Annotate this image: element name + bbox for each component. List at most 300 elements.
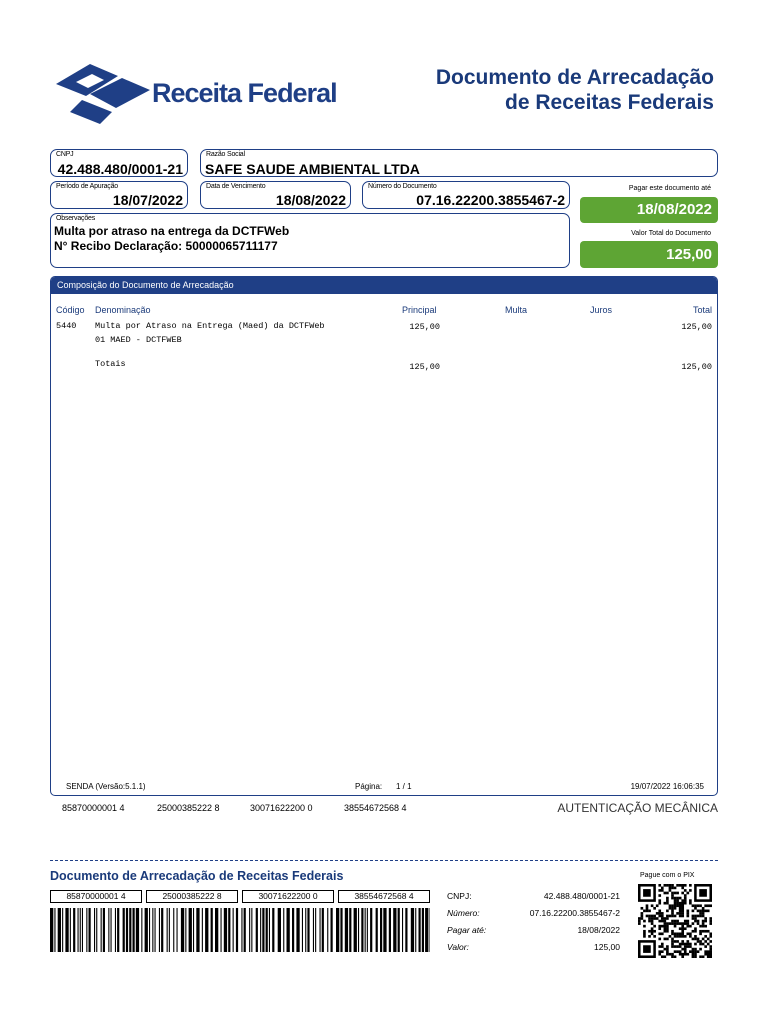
- qr-module: [702, 930, 705, 933]
- qr-module: [681, 955, 684, 958]
- qr-finder-inner: [699, 889, 707, 897]
- qr-module: [709, 945, 712, 948]
- qr-module: [699, 943, 702, 946]
- qr-module: [709, 940, 712, 943]
- barcode-bar: [152, 908, 153, 952]
- qr-module: [681, 940, 684, 943]
- qr-module: [681, 904, 684, 907]
- slip-cnpj-value: 42.488.480/0001-21: [543, 891, 620, 901]
- barcode-bar: [380, 908, 382, 952]
- qr-module: [658, 938, 661, 941]
- barcode-bar: [54, 908, 55, 952]
- qr-module: [661, 917, 664, 920]
- qr-module: [704, 930, 707, 933]
- qr-module: [669, 922, 672, 925]
- qr-module: [664, 927, 667, 930]
- qr-module: [694, 930, 697, 933]
- qr-module: [671, 953, 674, 956]
- periodo-value: 18/07/2022: [112, 192, 183, 208]
- qr-module: [653, 925, 656, 928]
- qr-module: [661, 887, 664, 890]
- qr-module: [674, 955, 677, 958]
- slip-valor-label: Valor:: [447, 942, 469, 952]
- barcode-bar: [80, 908, 81, 952]
- qr-module: [684, 922, 687, 925]
- qr-module: [697, 950, 700, 953]
- qr-module: [694, 907, 697, 910]
- header-codigo: Código: [56, 305, 85, 315]
- qr-module: [679, 884, 682, 887]
- qr-module: [669, 889, 672, 892]
- barcode-bar: [177, 908, 178, 952]
- barcode-bar: [236, 908, 238, 952]
- qr-module: [697, 920, 700, 923]
- qr-module: [664, 902, 667, 905]
- barcode-bar: [65, 908, 68, 952]
- vencimento-box: [200, 181, 351, 209]
- barcode-bar: [244, 908, 246, 952]
- header-multa: Multa: [505, 305, 528, 315]
- qr-module: [686, 892, 689, 895]
- periodo-box: [50, 181, 188, 209]
- qr-module: [664, 925, 667, 928]
- qr-module: [671, 920, 674, 923]
- header-total: Total: [692, 305, 712, 315]
- qr-module: [676, 902, 679, 905]
- qr-module: [704, 925, 707, 928]
- barcode-bar: [302, 908, 303, 952]
- barcode-bar: [89, 908, 91, 952]
- qr-module: [681, 922, 684, 925]
- barcode-bar: [58, 908, 61, 952]
- qr-module: [648, 920, 651, 923]
- qr-module: [702, 955, 705, 958]
- qr-module: [661, 925, 664, 928]
- qr-module: [684, 953, 687, 956]
- qr-module: [661, 920, 664, 923]
- qr-module: [699, 940, 702, 943]
- qr-module: [702, 943, 705, 946]
- qr-module: [646, 915, 649, 918]
- slip-valor-value: 125,00: [594, 942, 620, 952]
- barcode-bar: [211, 908, 213, 952]
- qr-module: [692, 915, 695, 918]
- barcode-bar: [398, 908, 400, 952]
- qr-module: [666, 915, 669, 918]
- qr-module: [666, 897, 669, 900]
- qr-module: [709, 917, 712, 920]
- totais-principal: 125,00: [409, 362, 440, 372]
- qr-module: [661, 945, 664, 948]
- qr-module: [686, 945, 689, 948]
- qr-module: [666, 948, 669, 951]
- barcode-bar: [62, 908, 63, 952]
- cnpj-value: 42.488.480/0001-21: [57, 161, 183, 177]
- qr-module: [651, 920, 654, 923]
- observacoes-line1: Multa por atraso na entrega da DCTFWeb: [54, 224, 290, 238]
- composicao-title: Composição do Documento de Arrecadação: [57, 280, 234, 290]
- qr-module: [674, 945, 677, 948]
- slip-cnpj-label: CNPJ:: [447, 891, 472, 901]
- qr-module: [643, 930, 646, 933]
- qr-module: [709, 920, 712, 923]
- qr-module: [671, 894, 674, 897]
- numero-value: 07.16.22200.3855467-2: [416, 192, 565, 208]
- qr-module: [658, 902, 661, 905]
- barcode-bar: [117, 908, 119, 952]
- qr-module: [681, 902, 684, 905]
- barcode-bar: [82, 908, 83, 952]
- qr-module: [669, 884, 672, 887]
- barcode-bar: [365, 908, 366, 952]
- barcode-bar: [145, 908, 148, 952]
- qr-module: [658, 953, 661, 956]
- barcode-bar: [313, 908, 314, 952]
- qr-module: [661, 955, 664, 958]
- qr-module: [666, 938, 669, 941]
- qr-module: [692, 922, 695, 925]
- qr-module: [674, 887, 677, 890]
- qr-module: [638, 922, 641, 925]
- linha-digitavel-2: 25000385222 8: [157, 803, 220, 813]
- qr-module: [681, 927, 684, 930]
- qr-module: [684, 920, 687, 923]
- qr-module: [671, 915, 674, 918]
- qr-module: [676, 950, 679, 953]
- qr-module: [666, 899, 669, 902]
- barcode-bar: [86, 908, 87, 952]
- qr-module: [694, 917, 697, 920]
- qr-module: [681, 953, 684, 956]
- observacoes-label: Observações: [56, 215, 96, 222]
- qr-module: [707, 950, 710, 953]
- barcode-bar: [70, 908, 71, 952]
- barcode-bar: [430, 908, 431, 952]
- qr-module: [674, 925, 677, 928]
- qr-module: [707, 953, 710, 956]
- qr-module: [681, 932, 684, 935]
- barcode-bar: [361, 908, 363, 952]
- qr-finder-inner: [643, 945, 651, 953]
- qr-module: [671, 932, 674, 935]
- qr-module: [653, 907, 656, 910]
- qr-module: [707, 904, 710, 907]
- qr-module: [692, 910, 695, 913]
- qr-module: [658, 899, 661, 902]
- qr-module: [704, 917, 707, 920]
- barcode-bar: [256, 908, 258, 952]
- qr-module: [681, 899, 684, 902]
- barcode-bar: [115, 908, 116, 952]
- qr-module: [709, 932, 712, 935]
- qr-module: [648, 917, 651, 920]
- qr-module: [704, 910, 707, 913]
- qr-module: [669, 915, 672, 918]
- row-principal: 125,00: [409, 322, 440, 332]
- qr-module: [681, 912, 684, 915]
- qr-module: [658, 910, 661, 913]
- barcode-bar: [402, 908, 403, 952]
- qr-module: [669, 953, 672, 956]
- barcode-bar: [169, 908, 170, 952]
- barcode-bar: [73, 908, 75, 952]
- qr-module: [658, 950, 661, 953]
- pagar-ate-value: 18/08/2022: [580, 197, 718, 223]
- qr-module: [666, 917, 669, 920]
- qr-module: [699, 955, 702, 958]
- barcode-bar: [101, 908, 102, 952]
- qr-module: [664, 922, 667, 925]
- qr-module: [709, 904, 712, 907]
- qr-module: [704, 940, 707, 943]
- barcode-bar: [305, 908, 306, 952]
- qr-module: [709, 955, 712, 958]
- qr-module: [674, 915, 677, 918]
- slip-numero-value: 07.16.22200.3855467-2: [529, 908, 620, 918]
- qr-finder-inner: [643, 889, 651, 897]
- barcode-bar: [224, 908, 227, 952]
- barcode-bar: [415, 908, 416, 952]
- row-codigo: 5440: [56, 321, 77, 331]
- qr-module: [681, 892, 684, 895]
- qr-module: [641, 915, 644, 918]
- barcode-bar: [159, 908, 160, 952]
- qr-module: [692, 938, 695, 941]
- senda-version: SENDA (Versão:5.1.1): [66, 782, 146, 791]
- barcode-bar: [358, 908, 359, 952]
- barcode-bar: [126, 908, 128, 952]
- qr-module: [671, 930, 674, 933]
- qr-module: [661, 915, 664, 918]
- qr-module: [674, 904, 677, 907]
- qr-module: [676, 899, 679, 902]
- qr-module: [648, 935, 651, 938]
- qr-module: [681, 948, 684, 951]
- qr-module: [674, 907, 677, 910]
- barcode-bar: [393, 908, 396, 952]
- qr-module: [679, 902, 682, 905]
- qr-module: [689, 945, 692, 948]
- vencimento-label: Data de Vencimento: [206, 183, 266, 190]
- linha-digitavel-4: 38554672568 4: [344, 803, 407, 813]
- qr-module: [686, 915, 689, 918]
- qr-module: [666, 927, 669, 930]
- composicao-panel: [50, 276, 718, 796]
- barcode-bar: [354, 908, 357, 952]
- qr-module: [671, 910, 674, 913]
- vencimento-value: 18/08/2022: [275, 192, 346, 208]
- qr-module: [686, 932, 689, 935]
- barcode-bar: [141, 908, 142, 952]
- qr-module: [669, 904, 672, 907]
- qr-module: [704, 953, 707, 956]
- qr-module: [684, 897, 687, 900]
- barcode: [50, 908, 430, 952]
- qr-module: [686, 920, 689, 923]
- qr-module: [702, 912, 705, 915]
- qr-module: [671, 912, 674, 915]
- razao-social-value: SAFE SAUDE AMBIENTAL LTDA: [205, 161, 420, 177]
- periodo-label: Período de Apuração: [56, 183, 118, 190]
- barcode-bar: [111, 908, 112, 952]
- valor-total-label: Valor Total do Documento: [631, 230, 711, 237]
- qr-module: [704, 904, 707, 907]
- qr-module: [709, 950, 712, 953]
- qr-module: [671, 940, 674, 943]
- observacoes-box: [50, 213, 570, 268]
- linha-digitavel-1: 85870000001 4: [62, 803, 125, 813]
- qr-module: [674, 899, 677, 902]
- qr-module: [671, 884, 674, 887]
- qr-module: [702, 922, 705, 925]
- qr-module: [702, 907, 705, 910]
- barcode-bar: [307, 908, 309, 952]
- qr-module: [689, 932, 692, 935]
- qr-module: [679, 945, 682, 948]
- pagar-ate-label: Pagar este documento até: [628, 185, 711, 192]
- qr-module: [689, 950, 692, 953]
- qr-module: [704, 920, 707, 923]
- header-denominacao: Denominação: [95, 305, 151, 315]
- barcode-bar: [425, 908, 428, 952]
- qr-module: [676, 892, 679, 895]
- numero-label: Número do Documento: [368, 183, 437, 190]
- barcode-bar: [155, 908, 156, 952]
- barcode-bar: [405, 908, 407, 952]
- qr-module: [694, 935, 697, 938]
- qr-module: [689, 943, 692, 946]
- qr-module: [653, 935, 656, 938]
- qr-module: [666, 902, 669, 905]
- qr-module: [681, 910, 684, 913]
- qr-module: [661, 950, 664, 953]
- autenticacao-mecanica: AUTENTICAÇÃO MECÂNICA: [557, 801, 718, 815]
- qr-module: [692, 904, 695, 907]
- qr-module: [656, 917, 659, 920]
- barcode-bar: [376, 908, 378, 952]
- qr-module: [709, 935, 712, 938]
- numero-box: [362, 181, 570, 209]
- pagina-value: 1 / 1: [396, 782, 412, 791]
- barcode-bar: [269, 908, 270, 952]
- barcode-bar: [94, 908, 95, 952]
- qr-module: [684, 945, 687, 948]
- qr-module: [702, 920, 705, 923]
- qr-module: [697, 938, 700, 941]
- qr-module: [676, 912, 679, 915]
- barcode-bar: [149, 908, 150, 952]
- barcode-bar: [389, 908, 391, 952]
- qr-module: [681, 943, 684, 946]
- observacoes-line2: N° Recibo Declaração: 50000065711177: [54, 239, 278, 253]
- barcode-bar: [422, 908, 424, 952]
- qr-module: [664, 917, 667, 920]
- qr-module: [653, 917, 656, 920]
- qr-module: [669, 935, 672, 938]
- qr-module: [671, 907, 674, 910]
- qr-module: [664, 920, 667, 923]
- barcode-bar: [221, 908, 222, 952]
- qr-module: [686, 943, 689, 946]
- qr-module: [689, 935, 692, 938]
- qr-module: [646, 907, 649, 910]
- qr-module: [664, 930, 667, 933]
- pix-qr-code: [638, 884, 712, 958]
- qr-module: [666, 953, 669, 956]
- qr-module: [671, 955, 674, 958]
- qr-module: [653, 930, 656, 933]
- qr-module: [676, 920, 679, 923]
- barcode-bar: [340, 908, 342, 952]
- qr-module: [646, 904, 649, 907]
- qr-module: [666, 892, 669, 895]
- qr-module: [653, 915, 656, 918]
- qr-module: [684, 948, 687, 951]
- qr-module: [674, 935, 677, 938]
- row-total: 125,00: [681, 322, 712, 332]
- qr-module: [658, 945, 661, 948]
- qr-module: [669, 887, 672, 890]
- qr-module: [694, 938, 697, 941]
- receita-federal-logo: [52, 62, 152, 124]
- qr-module: [707, 910, 710, 913]
- barcode-bar: [96, 908, 97, 952]
- qr-module: [664, 938, 667, 941]
- qr-module: [699, 948, 702, 951]
- barcode-bar: [419, 908, 421, 952]
- qr-module: [679, 922, 682, 925]
- qr-module: [671, 945, 674, 948]
- document-title-line1: Documento de Arrecadação: [435, 66, 714, 89]
- barcode-bar: [287, 908, 290, 952]
- qr-module: [671, 943, 674, 946]
- qr-module: [666, 910, 669, 913]
- qr-module: [702, 925, 705, 928]
- barcode-bar: [196, 908, 199, 952]
- qr-module: [684, 943, 687, 946]
- qr-module: [648, 910, 651, 913]
- qr-module: [697, 940, 700, 943]
- qr-module: [689, 925, 692, 928]
- qr-module: [697, 904, 700, 907]
- barcode-bar: [136, 908, 139, 952]
- qr-module: [658, 932, 661, 935]
- totais-label: Totais: [95, 359, 126, 369]
- qr-module: [658, 889, 661, 892]
- qr-module: [686, 953, 689, 956]
- barcode-bar: [266, 908, 268, 952]
- qr-module: [686, 912, 689, 915]
- qr-module: [676, 935, 679, 938]
- qr-module: [674, 922, 677, 925]
- qr-module: [694, 915, 697, 918]
- qr-module: [707, 943, 710, 946]
- qr-module: [692, 950, 695, 953]
- qr-module: [666, 922, 669, 925]
- qr-module: [709, 953, 712, 956]
- qr-module: [684, 927, 687, 930]
- qr-module: [676, 904, 679, 907]
- barcode-bar: [278, 908, 281, 952]
- barcode-bar: [193, 908, 194, 952]
- qr-module: [643, 910, 646, 913]
- barcode-bar: [336, 908, 339, 952]
- cnpj-label: CNPJ: [56, 151, 74, 158]
- razao-social-label: Razão Social: [206, 151, 245, 158]
- barcode-bar: [78, 908, 79, 952]
- qr-module: [676, 932, 679, 935]
- slip-code-1: 85870000001 4: [50, 890, 142, 903]
